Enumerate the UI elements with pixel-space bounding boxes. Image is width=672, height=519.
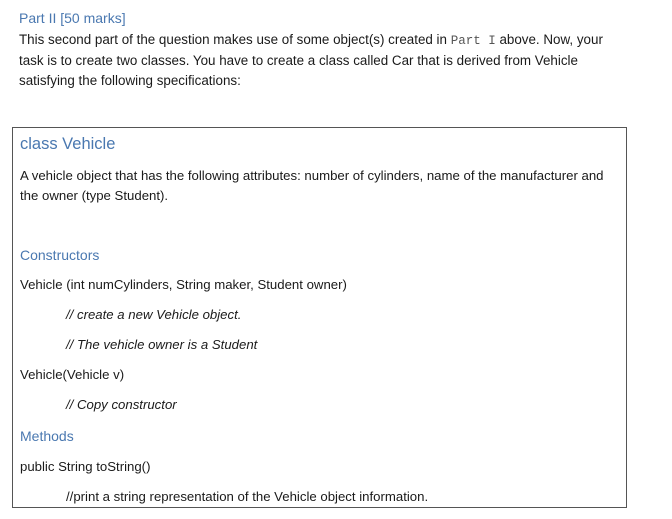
intro-section [19, 8, 629, 91]
intro-code-ref: Part I [450, 34, 496, 48]
method-signature-1: public String toString() [20, 459, 151, 474]
methods-heading: Methods [20, 428, 74, 444]
constructor-1-comment-2: // The vehicle owner is a Student [66, 337, 258, 352]
method-1-comment: //print a string representation of the Vehicle object information. [66, 489, 429, 504]
class-title: class Vehicle [20, 135, 116, 153]
constructors-heading: Constructors [20, 247, 100, 263]
constructor-signature-2: Vehicle(Vehicle v) [20, 367, 125, 382]
constructor-1-comment-1: // create a new Vehicle object. [66, 307, 242, 322]
class-spec-box [12, 127, 627, 508]
class-description: A vehicle object that has the following attributes: number of cylinders, name of the manufacturer and the owner (type Student). [20, 168, 604, 203]
intro-paragraph [19, 30, 629, 91]
intro-text-before: This second part of the question makes use of some object(s) created in [19, 32, 451, 47]
constructor-2-comment: // Copy constructor [66, 397, 177, 412]
part-heading: Part II [50 marks] [19, 10, 126, 26]
intro-text-after: above. Now, your task is to create two classes. You have to create a class called Car that is derived from Vehicle satisfying the following specifications: [19, 32, 603, 88]
constructor-signature-1: Vehicle (int numCylinders, String maker, Student owner) [20, 277, 347, 292]
